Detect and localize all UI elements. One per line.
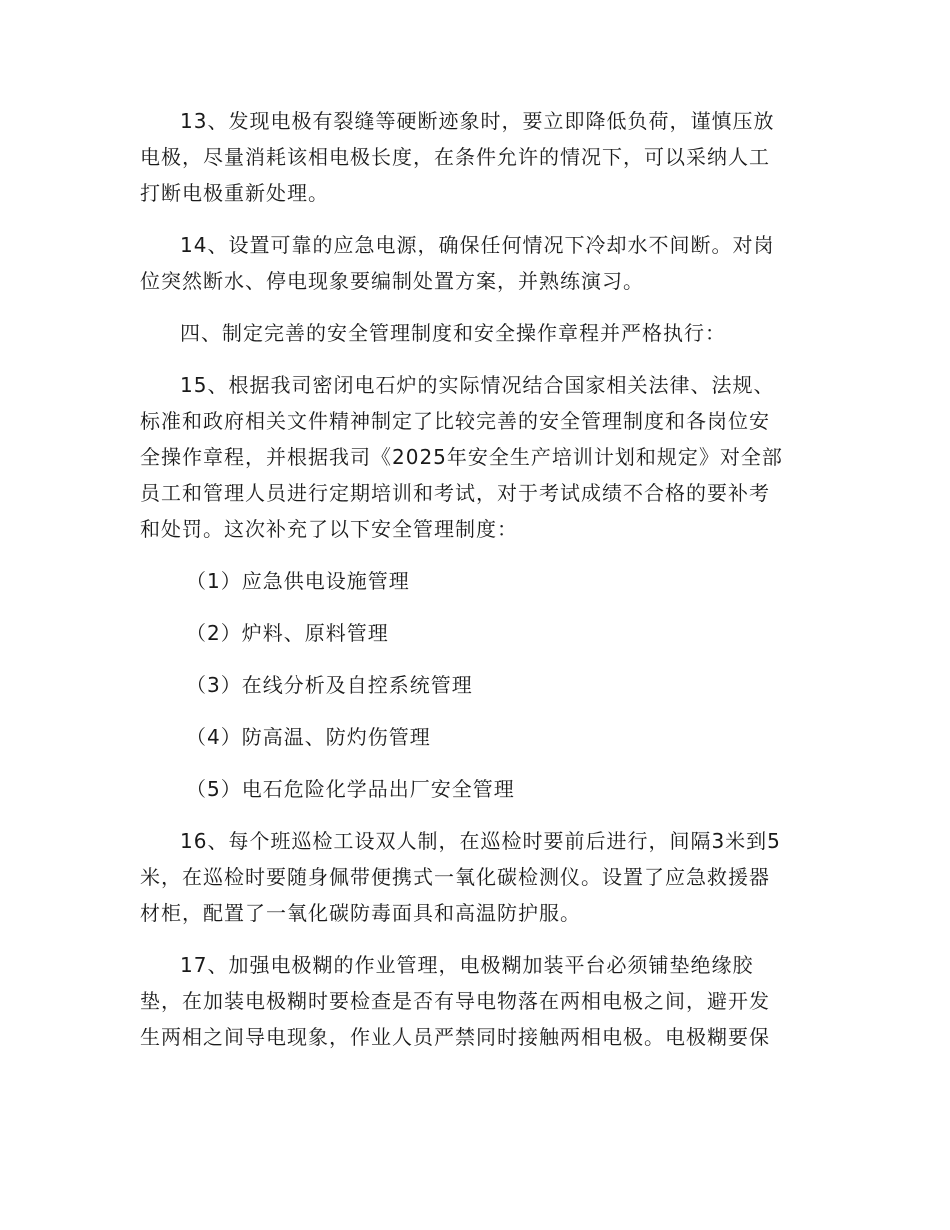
list-item: （3）在线分析及自控系统管理 bbox=[186, 673, 473, 697]
list-item: （2）炉料、原料管理 bbox=[186, 621, 389, 645]
document-page bbox=[140, 103, 810, 1071]
paragraph-13 bbox=[140, 103, 810, 211]
text-line: 员工和管理人员进行定期培训和考试，对于考试成绩不合格的要补考 bbox=[140, 481, 770, 505]
paragraph-15 bbox=[140, 367, 810, 547]
text-line: 17、加强电极糊的作业管理，电极糊加装平台必须铺垫绝缘胶 bbox=[180, 953, 754, 977]
text-line: 全操作章程，并根据我司《2025年安全生产培训计划和规定》对全部 bbox=[140, 445, 783, 469]
text-line: 16、每个班巡检工设双人制，在巡检时要前后进行，间隔3米到5 bbox=[180, 829, 781, 853]
section-heading-4 bbox=[140, 315, 810, 351]
text-line: 标准和政府相关文件精神制定了比较完善的安全管理制度和各岗位安 bbox=[140, 409, 770, 433]
text-line: 电极，尽量消耗该相电极长度，在条件允许的情况下，可以采纳人工 bbox=[140, 145, 770, 169]
text-line: 材柜，配置了一氧化碳防毒面具和高温防护服。 bbox=[140, 901, 581, 925]
list-item: （4）防高温、防灼伤管理 bbox=[186, 725, 431, 749]
text-line: 生两相之间导电现象，作业人员严禁同时接触两相电极。电极糊要保 bbox=[140, 1025, 770, 1049]
text-line: 垫，在加装电极糊时要检查是否有导电物落在两相电极之间，避开发 bbox=[140, 989, 770, 1013]
text-line: 14、设置可靠的应急电源，确保任何情况下冷却水不间断。对岗 bbox=[180, 233, 775, 257]
list-item: （1）应急供电设施管理 bbox=[186, 569, 410, 593]
text-line: 15、根据我司密闭电石炉的实际情况结合国家相关法律、法规、 bbox=[180, 373, 775, 397]
list-item: （5）电石危险化学品出厂安全管理 bbox=[186, 777, 515, 801]
text-line: 米，在巡检时要随身佩带便携式一氧化碳检测仪。设置了应急救援器 bbox=[140, 865, 770, 889]
text-line: 13、发现电极有裂缝等硬断迹象时，要立即降低负荷，谨慎压放 bbox=[180, 109, 775, 133]
text-line: 四、制定完善的安全管理制度和安全操作章程并严格执行： bbox=[180, 321, 726, 345]
paragraph-14 bbox=[140, 227, 810, 299]
text-line: 位突然断水、停电现象要编制处置方案，并熟练演习。 bbox=[140, 269, 644, 293]
paragraph-16 bbox=[140, 823, 810, 931]
text-line: 打断电极重新处理。 bbox=[140, 181, 329, 205]
text-line: 和处罚。这次补充了以下安全管理制度： bbox=[140, 517, 518, 541]
paragraph-17 bbox=[140, 947, 810, 1055]
